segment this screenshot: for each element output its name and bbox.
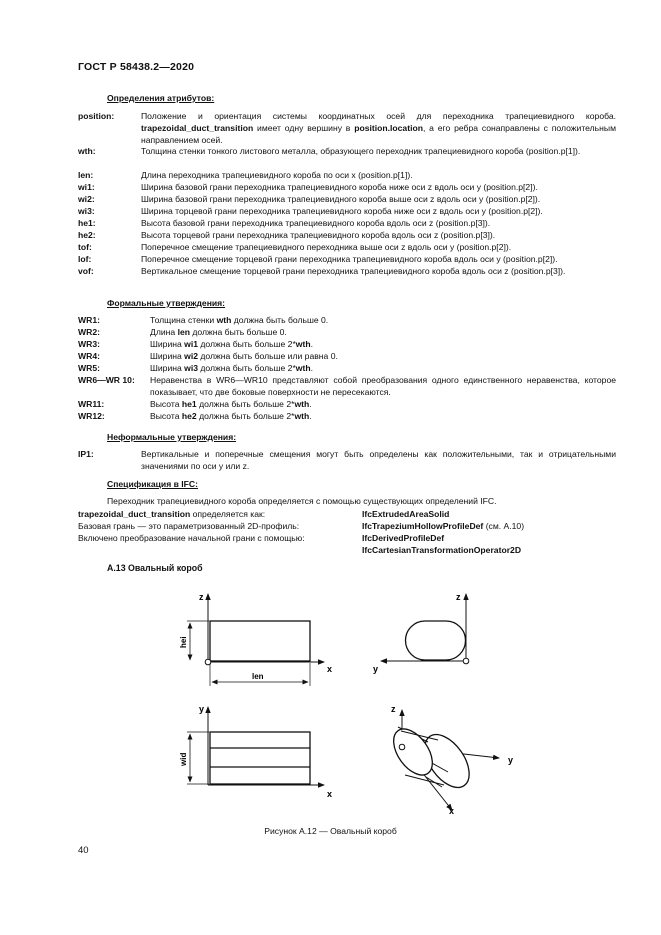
attribute-label: wth:	[78, 146, 96, 156]
top-view	[179, 704, 332, 799]
formal-label: WR3:	[78, 339, 100, 349]
attribute-text: Толщина стенки тонкого листового металла, образующего переходник трапециевидного короба (position.p[1]).	[141, 146, 581, 156]
formal-text: Длина len должна быть больше 0.	[150, 327, 287, 337]
formal-label: WR11:	[78, 399, 105, 409]
attribute-label: len:	[78, 170, 94, 180]
attribute-label: position:	[78, 111, 115, 121]
attribute-text: Вертикальное смещение торцевой грани переходника трапециевидного короба вдоль оси z (position.p[3]).	[141, 266, 566, 276]
oval-profile	[406, 621, 466, 660]
axis-label-x: x	[449, 806, 455, 816]
ifc-row-value: IfcExtrudedAreaSolid	[362, 509, 450, 519]
formal-label: WR1:	[78, 315, 100, 325]
attribute-item	[78, 218, 616, 230]
attribute-item	[78, 242, 616, 254]
origin-point	[463, 658, 469, 664]
axis-label-y: y	[373, 664, 379, 674]
front-view	[373, 592, 469, 674]
formal-text: Высота he2 должна быть больше 2*wth.	[150, 411, 312, 421]
attribute-label: lof:	[78, 254, 92, 264]
attribute-text: Ширина базовой грани переходника трапециевидного короба ниже оси z вдоль оси y (position.p[2]).	[141, 182, 538, 192]
ifc-row-value: IfcDerivedProfileDef	[362, 533, 445, 543]
ifc-row-value: IfcCartesianTransformationOperator2D	[362, 545, 522, 555]
informal-text: Вертикальные и поперечные смещения могут быть определены как положительными, так и отрицательными значениями по оси y или z.	[141, 449, 616, 471]
attribute-text: Высота торцевой грани переходника трапециевидного короба вдоль оси z (position.p[3]).	[141, 230, 496, 240]
page-number: 40	[78, 845, 89, 856]
formal-item	[78, 315, 616, 327]
attribute-label: wi3:	[78, 206, 95, 216]
formal-label: WR5:	[78, 363, 100, 373]
formal-text: Ширина wi2 должна быть больше или равна 0.	[150, 351, 338, 361]
axis-label-y: y	[199, 704, 205, 714]
formal-label: WR6—WR 10:	[78, 375, 135, 385]
attribute-label: wi1:	[78, 182, 95, 192]
attribute-item	[78, 254, 616, 266]
attribute-item	[78, 170, 616, 182]
axis-label-y: y	[508, 755, 514, 765]
formal-item	[78, 399, 616, 411]
ifc-row-label: Включено преобразование начальной грани с помощью:	[78, 533, 305, 543]
attributes-heading: Определения атрибутов:	[107, 93, 215, 103]
attribute-label: vof:	[78, 266, 94, 276]
ifc-intro: Переходник трапециевидного короба определяется с помощью существующих определений IFC.	[107, 496, 497, 506]
formal-item	[78, 375, 616, 399]
attribute-text: Высота базовой грани переходника трапециевидного короба вдоль оси z (position.p[3]).	[141, 218, 491, 228]
duct-top-rect	[210, 732, 310, 784]
attribute-item	[78, 230, 616, 242]
attribute-item	[78, 266, 616, 278]
informal-label: IP1:	[78, 449, 94, 459]
attribute-text: Длина переходника трапециевидного короба по оси x (position.p[1]).	[141, 170, 413, 180]
attribute-text: Поперечное смещение торцевой грани переходника трапециевидного короба вдоль оси y (position.p[2]).	[141, 254, 558, 264]
attribute-label: tof:	[78, 242, 92, 252]
axis-label-x: x	[327, 789, 333, 799]
formal-text: Толщина стенки wth должна быть больше 0.	[150, 315, 329, 325]
attribute-text: Ширина торцевой грани переходника трапециевидного короба ниже оси z вдоль оси y (position.p[2]).	[141, 206, 543, 216]
informal-heading: Неформальные утверждения:	[107, 432, 237, 442]
axis-label-z: z	[199, 592, 204, 602]
origin-point	[205, 659, 211, 665]
doc-header: ГОСТ Р 58438.2—2020	[78, 61, 195, 73]
formal-label: WR4:	[78, 351, 100, 361]
formal-text: Ширина wi1 должна быть больше 2*wth.	[150, 339, 313, 349]
ifc-heading: Спецификация в IFC:	[107, 479, 198, 489]
formal-item	[78, 363, 616, 375]
figure-caption: Рисунок A.12 — Овальный короб	[264, 826, 397, 836]
section-title: A.13 Овальный короб	[107, 563, 203, 573]
attribute-label: wi2:	[78, 194, 95, 204]
dim-label-hei: hei	[179, 636, 188, 648]
ifc-row-value: IfcTrapeziumHollowProfileDef (см. A.10)	[362, 521, 525, 531]
dim-label-wid: wid	[179, 752, 188, 766]
formal-heading: Формальные утверждения:	[107, 298, 226, 308]
side-view	[179, 592, 332, 686]
formal-item	[78, 411, 616, 423]
attribute-text: Поперечное смещение трапециевидного переходника выше оси z вдоль оси y (position.p[2]).	[141, 242, 512, 252]
formal-label: WR12:	[78, 411, 105, 421]
formal-item	[78, 327, 616, 339]
attribute-item	[78, 182, 616, 194]
formal-text: Ширина wi3 должна быть больше 2*wth.	[150, 363, 313, 373]
attribute-label: he1:	[78, 218, 96, 228]
origin-point	[399, 744, 405, 750]
attribute-item	[78, 146, 616, 158]
attribute-text: Положение и ориентация системы координатных осей для переходника трапециевидного короба. trapezoidal_duct_transition имеет одну вершину в position.location, а его ребра сонаправлены с положительным направлением осей.	[141, 111, 616, 145]
axis-label-z: z	[456, 592, 461, 602]
dim-label-len: len	[252, 672, 264, 681]
formal-text: Неравенства в WR6—WR10 представляют собой преобразования одного единственного неравенства, которое показывает, что две боковые поверхности не пересекаются.	[150, 375, 616, 397]
axis-label-x: x	[327, 664, 333, 674]
ifc-row-label: Базовая грань — это параметризованный 2D-профиль:	[78, 521, 300, 531]
attribute-text: Ширина базовой грани переходника трапециевидного короба выше оси z вдоль оси y (position.p[2]).	[141, 194, 541, 204]
isometric-view	[386, 704, 513, 816]
duct-rect	[210, 621, 310, 661]
formal-text: Высота he1 должна быть больше 2*wth.	[150, 399, 312, 409]
attribute-item	[78, 206, 616, 218]
axis-label-z: z	[391, 704, 396, 714]
attribute-label: he2:	[78, 230, 96, 240]
informal-item	[78, 449, 616, 473]
formal-item	[78, 351, 616, 363]
formal-label: WR2:	[78, 327, 100, 337]
attribute-item	[78, 111, 616, 146]
attribute-item	[78, 194, 616, 206]
formal-item	[78, 339, 616, 351]
ifc-row-label: trapezoidal_duct_transition определяется как:	[78, 509, 266, 519]
oval-duct-figure	[0, 580, 661, 825]
